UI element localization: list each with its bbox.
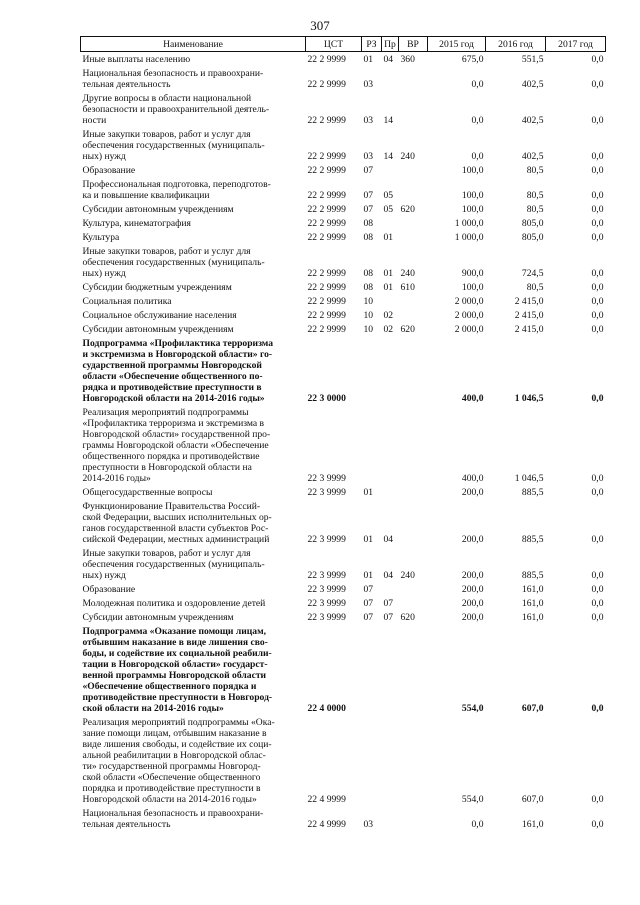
table-row (81, 624, 606, 715)
row-amount-2015: 1 000,0 (454, 232, 484, 243)
row-cst: 22 3 9999 (307, 612, 346, 623)
row-name: Функционирование Правительства Россий- ской Федерации, высших исполнительных ор- ганов государственной власти субъектов Рос- сийской Федерации, местных администраций (82, 501, 272, 545)
row-amount-2016: 805,0 (521, 232, 544, 243)
row-name: Общегосударственные вопросы (82, 487, 213, 498)
row-cst: 22 3 9999 (307, 534, 346, 545)
row-amount-2017: 0,0 (591, 612, 604, 623)
row-cst: 22 4 9999 (307, 819, 346, 830)
row-cst: 22 2 9999 (307, 232, 346, 243)
row-vr: 240 (400, 151, 415, 162)
row-amount-2016: 885,5 (521, 570, 544, 581)
row-rz: 07 (363, 190, 374, 201)
row-amount-2017: 0,0 (591, 54, 604, 65)
row-rz: 10 (363, 296, 374, 307)
header-cst: ЦСТ (306, 37, 362, 52)
row-vr (399, 806, 428, 831)
row-amount-2017: 0,0 (591, 534, 604, 545)
table-row (81, 294, 606, 308)
row-cst: 22 3 9999 (307, 598, 346, 609)
row-rz: 01 (363, 54, 374, 65)
row-amount-2015: 100,0 (461, 190, 484, 201)
row-pr: 02 (383, 310, 394, 321)
row-rz: 03 (363, 819, 374, 830)
row-name: Культура, кинематография (82, 218, 191, 229)
row-amount-2016: 551,5 (521, 54, 544, 65)
table-row (81, 91, 606, 127)
row-amount-2015: 200,0 (461, 534, 484, 545)
row-amount-2017: 0,0 (591, 487, 604, 498)
row-cst: 22 2 9999 (307, 324, 346, 335)
header-2017: 2017 год (546, 37, 606, 52)
row-vr: 620 (400, 612, 415, 623)
row-name: Реализация мероприятий подпрограммы «Профилактика терроризма и экстремизма в Новгородской области» государственной про- граммы Новгородской области «Обеспечение общественного порядка и противодействие преступности в Новгородской области на 2014-2016 годы» (82, 407, 271, 484)
row-rz: 03 (363, 151, 374, 162)
row-vr (399, 405, 428, 485)
row-vr (399, 177, 428, 202)
row-amount-2017: 0,0 (591, 282, 604, 293)
row-cst: 22 3 9999 (307, 487, 346, 498)
row-amount-2016: 724,5 (521, 268, 544, 279)
row-pr (382, 163, 399, 177)
row-amount-2016: 885,5 (521, 487, 544, 498)
row-rz (362, 336, 382, 405)
row-amount-2017: 0,0 (591, 232, 604, 243)
row-rz: 01 (363, 487, 374, 498)
table-row (81, 499, 606, 546)
row-name: Образование (82, 584, 136, 595)
row-rz: 10 (363, 310, 374, 321)
row-name: Подпрограмма «Оказание помощи лицам, отбывшим наказание в виде лишения сво- боды, и содействие их социальной реабили- тации в Новгородской области» государст- венной программы Новгородской области «Обеспечение общественного порядка и противодействие преступности в Новгород- ской области на 2014-2016 годы» (82, 626, 273, 714)
row-pr: 01 (383, 232, 394, 243)
row-amount-2015: 0,0 (471, 79, 484, 90)
row-cst: 22 2 9999 (307, 151, 346, 162)
table-row (81, 405, 606, 485)
row-amount-2017: 0,0 (591, 268, 604, 279)
row-vr: 620 (400, 204, 415, 215)
row-pr (382, 66, 399, 91)
row-name: Другие вопросы в области национальной безопасности и правоохранительной деятель- ности (82, 93, 270, 126)
row-pr: 04 (383, 570, 394, 581)
row-rz: 07 (363, 165, 374, 176)
page-number: 307 (310, 18, 330, 33)
table-header-row (81, 37, 606, 52)
row-amount-2015: 0,0 (471, 151, 484, 162)
row-vr (399, 294, 428, 308)
row-cst: 22 2 9999 (307, 268, 346, 279)
header-2016: 2016 год (486, 37, 546, 52)
row-vr: 360 (400, 54, 415, 65)
row-amount-2015: 200,0 (461, 612, 484, 623)
header-name: Наименование (81, 37, 306, 52)
row-cst: 22 2 9999 (307, 115, 346, 126)
row-name: Иные закупки товаров, работ и услуг для обеспечения государственных (муниципаль- ных) нужд (82, 548, 265, 581)
row-amount-2017: 0,0 (591, 151, 604, 162)
row-amount-2017: 0,0 (591, 473, 604, 484)
row-cst: 22 4 0000 (307, 703, 346, 714)
table-row (81, 596, 606, 610)
header-pr: Пр (382, 37, 399, 52)
table-row (81, 582, 606, 596)
table-row (81, 66, 606, 91)
row-amount-2017: 0,0 (591, 296, 604, 307)
row-pr (382, 336, 399, 405)
row-amount-2015: 900,0 (461, 268, 484, 279)
row-name: Субсидии автономным учреждениям (82, 612, 234, 623)
row-name: Культура (82, 232, 120, 243)
table-row (81, 280, 606, 294)
row-amount-2016: 1 046,5 (514, 473, 544, 484)
row-vr (399, 485, 428, 499)
row-amount-2016: 80,5 (526, 165, 544, 176)
row-rz: 01 (363, 570, 374, 581)
row-amount-2016: 402,5 (521, 115, 544, 126)
row-rz: 01 (363, 534, 374, 545)
row-pr (382, 485, 399, 499)
row-amount-2016: 607,0 (521, 794, 544, 805)
row-amount-2015: 2 000,0 (454, 324, 484, 335)
table-row (81, 163, 606, 177)
table-row (81, 202, 606, 216)
row-name: Субсидии автономным учреждениям (82, 324, 234, 335)
row-amount-2015: 200,0 (461, 584, 484, 595)
row-cst: 22 3 9999 (307, 570, 346, 581)
row-vr (399, 91, 428, 127)
row-amount-2016: 80,5 (526, 282, 544, 293)
row-amount-2015: 100,0 (461, 204, 484, 215)
row-name: Социальное обслуживание населения (82, 310, 237, 321)
row-name: Профессиональная подготовка, переподготов- ка и повышение квалификации (82, 179, 271, 201)
row-vr (399, 336, 428, 405)
row-amount-2016: 402,5 (521, 79, 544, 90)
row-pr (382, 582, 399, 596)
row-rz: 08 (363, 282, 374, 293)
row-vr: 240 (400, 570, 415, 581)
row-name: Иные выплаты населению (82, 54, 191, 65)
row-rz: 08 (363, 268, 374, 279)
row-name: Субсидии автономным учреждениям (82, 204, 234, 215)
table-row (81, 546, 606, 582)
row-vr (399, 624, 428, 715)
row-pr (382, 806, 399, 831)
table-row (81, 216, 606, 230)
row-amount-2016: 885,5 (521, 534, 544, 545)
table-row (81, 52, 606, 67)
row-vr: 620 (400, 324, 415, 335)
row-amount-2017: 0,0 (591, 703, 604, 714)
row-pr: 05 (383, 190, 394, 201)
row-amount-2016: 161,0 (521, 584, 544, 595)
row-amount-2015: 554,0 (461, 794, 484, 805)
row-cst: 22 3 9999 (307, 584, 346, 595)
row-pr (382, 405, 399, 485)
row-amount-2017: 0,0 (591, 324, 604, 335)
header-rz: РЗ (362, 37, 382, 52)
row-amount-2016: 2 415,0 (514, 310, 544, 321)
table-row (81, 244, 606, 280)
row-amount-2016: 607,0 (521, 703, 544, 714)
row-rz (362, 624, 382, 715)
header-2015: 2015 год (428, 37, 486, 52)
table-row (81, 336, 606, 405)
row-amount-2017: 0,0 (591, 310, 604, 321)
row-cst: 22 2 9999 (307, 190, 346, 201)
row-name: Образование (82, 165, 136, 176)
row-rz (362, 405, 382, 485)
row-rz: 07 (363, 612, 374, 623)
row-amount-2016: 2 415,0 (514, 296, 544, 307)
row-vr (399, 499, 428, 546)
row-amount-2016: 161,0 (521, 598, 544, 609)
row-rz: 10 (363, 324, 374, 335)
row-pr: 04 (383, 534, 394, 545)
row-amount-2015: 400,0 (461, 393, 484, 404)
row-cst: 22 2 9999 (307, 310, 346, 321)
row-amount-2016: 80,5 (526, 204, 544, 215)
row-amount-2015: 100,0 (461, 282, 484, 293)
row-amount-2015: 200,0 (461, 570, 484, 581)
header-vr: ВР (399, 37, 428, 52)
table-row (81, 715, 606, 806)
row-amount-2015: 2 000,0 (454, 296, 484, 307)
row-amount-2017: 0,0 (591, 190, 604, 201)
row-amount-2016: 1 046,5 (514, 393, 544, 404)
row-amount-2017: 0,0 (591, 598, 604, 609)
row-amount-2015: 200,0 (461, 487, 484, 498)
budget-table (80, 36, 606, 831)
row-rz: 08 (363, 232, 374, 243)
row-rz: 07 (363, 584, 374, 595)
row-pr: 07 (383, 598, 394, 609)
row-cst: 22 2 9999 (307, 79, 346, 90)
row-pr: 07 (383, 612, 394, 623)
row-amount-2016: 161,0 (521, 612, 544, 623)
row-amount-2017: 0,0 (591, 794, 604, 805)
row-amount-2017: 0,0 (591, 115, 604, 126)
row-amount-2016: 2 415,0 (514, 324, 544, 335)
row-amount-2017: 0,0 (591, 819, 604, 830)
row-rz: 07 (363, 598, 374, 609)
row-name: Подпрограмма «Профилактика терроризма и экстремизма в Новгородской области» го- сударственной программы Новгородской области «Обеспечение общественного по- рядка и противодействие преступности в Новгородской области на 2014-2016 годы» (82, 338, 274, 404)
row-amount-2017: 0,0 (591, 393, 604, 404)
table-row (81, 610, 606, 624)
table-body (81, 52, 606, 832)
table-row (81, 806, 606, 831)
row-vr: 240 (400, 268, 415, 279)
row-vr (399, 582, 428, 596)
row-pr: 01 (383, 282, 394, 293)
row-cst: 22 3 9999 (307, 473, 346, 484)
row-vr (399, 66, 428, 91)
row-amount-2016: 161,0 (521, 819, 544, 830)
row-amount-2016: 805,0 (521, 218, 544, 229)
row-amount-2015: 554,0 (461, 703, 484, 714)
row-amount-2017: 0,0 (591, 79, 604, 90)
row-rz: 07 (363, 204, 374, 215)
row-vr (399, 308, 428, 322)
row-pr (382, 216, 399, 230)
row-name: Реализация мероприятий подпрограммы «Ока- зание помощи лицам, отбывшим наказание в виде лишения свободы, и содействие их соци- альной реабилитации в Новгородской облас- ти» государственной программы Новгород- ской области «Обеспечение общественного порядка и противодействие преступности в Новгородской области на 2014-2016 годы» (82, 717, 275, 805)
row-amount-2015: 0,0 (471, 819, 484, 830)
row-pr: 02 (383, 324, 394, 335)
row-rz: 08 (363, 218, 374, 229)
row-rz: 03 (363, 79, 374, 90)
row-name: Социальная политика (82, 296, 172, 307)
row-cst: 22 3 0000 (307, 393, 346, 404)
row-amount-2017: 0,0 (591, 570, 604, 581)
row-name: Национальная безопасность и правоохрани- тельная деятельность (82, 68, 264, 90)
row-amount-2015: 100,0 (461, 165, 484, 176)
row-vr (399, 230, 428, 244)
row-name: Национальная безопасность и правоохрани- тельная деятельность (82, 808, 264, 830)
row-cst: 22 2 9999 (307, 282, 346, 293)
row-amount-2015: 0,0 (471, 115, 484, 126)
table-row (81, 230, 606, 244)
row-amount-2016: 80,5 (526, 190, 544, 201)
row-amount-2016: 402,5 (521, 151, 544, 162)
row-vr: 610 (400, 282, 415, 293)
row-pr (382, 294, 399, 308)
row-rz (362, 715, 382, 806)
row-name: Иные закупки товаров, работ и услуг для обеспечения государственных (муниципаль- ных) нужд (82, 246, 265, 279)
row-pr: 04 (383, 54, 394, 65)
row-amount-2017: 0,0 (591, 218, 604, 229)
row-name: Иные закупки товаров, работ и услуг для обеспечения государственных (муниципаль- ных) нужд (82, 129, 265, 162)
row-amount-2015: 200,0 (461, 598, 484, 609)
row-pr: 14 (383, 115, 394, 126)
row-amount-2015: 400,0 (461, 473, 484, 484)
row-name: Молодежная политика и оздоровление детей (82, 598, 266, 609)
row-cst: 22 2 9999 (307, 204, 346, 215)
row-amount-2017: 0,0 (591, 165, 604, 176)
row-amount-2017: 0,0 (591, 584, 604, 595)
row-rz: 03 (363, 115, 374, 126)
row-vr (399, 163, 428, 177)
row-pr (382, 715, 399, 806)
row-vr (399, 596, 428, 610)
row-cst: 22 2 9999 (307, 165, 346, 176)
table-row (81, 177, 606, 202)
table-row (81, 322, 606, 336)
row-pr: 05 (383, 204, 394, 215)
row-cst: 22 2 9999 (307, 218, 346, 229)
row-amount-2015: 2 000,0 (454, 310, 484, 321)
row-name: Субсидии бюджетным учреждениям (82, 282, 232, 293)
row-pr (382, 624, 399, 715)
table-row (81, 308, 606, 322)
table-row (81, 485, 606, 499)
row-pr: 14 (383, 151, 394, 162)
row-vr (399, 715, 428, 806)
table-row (81, 127, 606, 163)
row-cst: 22 4 9999 (307, 794, 346, 805)
row-vr (399, 216, 428, 230)
row-amount-2017: 0,0 (591, 204, 604, 215)
row-amount-2015: 675,0 (461, 54, 484, 65)
row-amount-2015: 1 000,0 (454, 218, 484, 229)
row-cst: 22 2 9999 (307, 296, 346, 307)
row-cst: 22 2 9999 (307, 54, 346, 65)
row-pr: 01 (383, 268, 394, 279)
